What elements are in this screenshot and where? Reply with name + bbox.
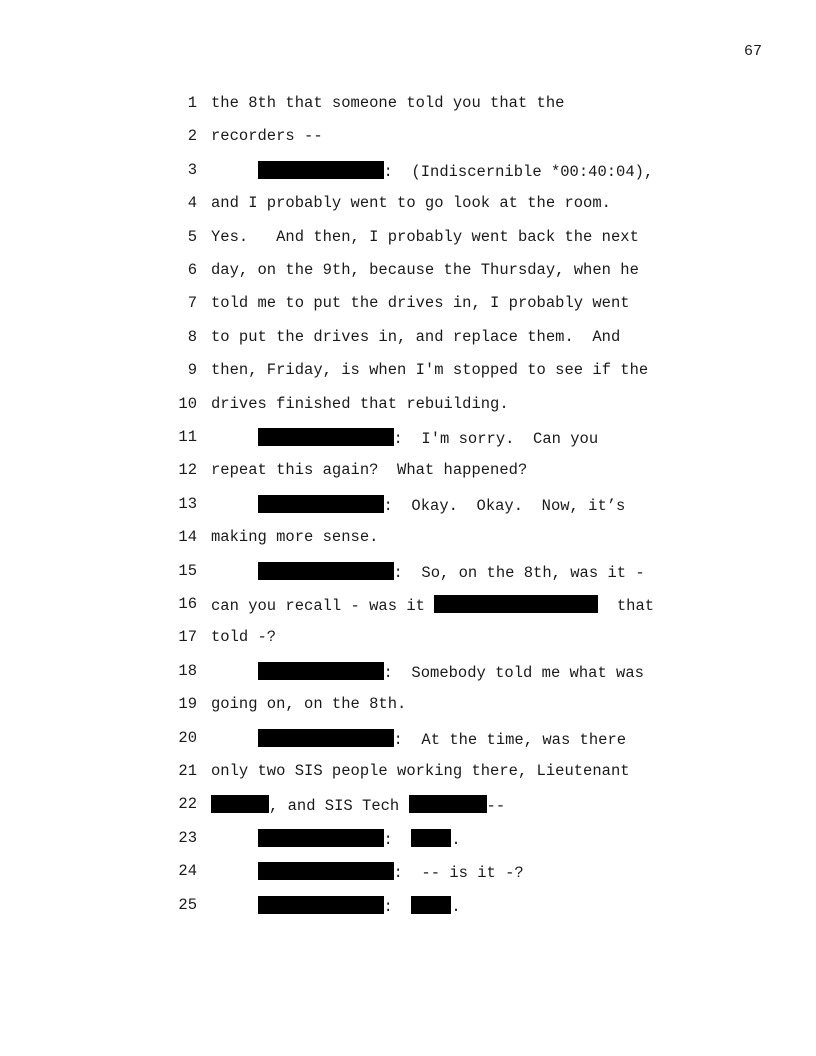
line-number: 19 <box>178 695 197 714</box>
line-number: 22 <box>178 795 197 814</box>
transcript-line <box>0 361 816 383</box>
redaction-box <box>258 495 384 513</box>
line-text-segment: day, on the 9th, because the Thursday, when he <box>211 261 639 279</box>
line-number: 2 <box>187 127 197 146</box>
transcript-line <box>0 628 816 650</box>
line-text <box>211 294 630 312</box>
line-text-segment <box>211 497 258 515</box>
line-text-segment <box>211 430 258 448</box>
line-text <box>211 428 598 448</box>
transcript-line <box>0 528 816 550</box>
line-text-segment: only two SIS people working there, Lieutenant <box>211 762 630 780</box>
transcript-line <box>0 461 816 483</box>
line-text <box>211 762 630 780</box>
line-text-segment: : At the time, was there <box>393 730 627 749</box>
line-text <box>211 228 639 246</box>
line-text-segment: -- <box>486 797 506 816</box>
line-number: 25 <box>178 895 197 914</box>
redaction-box <box>211 795 269 813</box>
line-text <box>211 495 625 515</box>
transcript-line <box>0 94 816 116</box>
transcript-line <box>0 562 816 584</box>
line-text <box>211 829 461 849</box>
line-number: 3 <box>187 160 197 179</box>
line-number: 4 <box>187 194 197 213</box>
line-text-segment: : <box>383 897 412 916</box>
line-text <box>211 194 611 212</box>
line-text <box>211 461 527 479</box>
line-text <box>211 662 644 682</box>
line-text-segment: : <box>383 830 412 849</box>
redaction-box <box>258 862 394 880</box>
redaction-box <box>434 595 598 613</box>
redaction-box <box>258 161 384 179</box>
transcript-line <box>0 194 816 216</box>
line-number: 18 <box>178 661 197 680</box>
transcript-line <box>0 495 816 517</box>
line-number: 6 <box>187 261 197 279</box>
line-text <box>211 595 654 615</box>
line-text <box>211 395 509 413</box>
line-text <box>211 161 653 181</box>
line-number: 10 <box>178 394 197 413</box>
redaction-box <box>258 896 384 914</box>
transcript-line <box>0 762 816 784</box>
line-number: 12 <box>178 461 197 480</box>
redaction-box <box>258 662 384 680</box>
line-text <box>211 528 378 546</box>
line-text-segment: going on, on the 8th. <box>211 695 407 714</box>
redaction-box <box>411 829 451 847</box>
line-text <box>211 729 626 749</box>
line-text-segment: then, Friday, is when I'm stopped to see if the <box>211 361 649 380</box>
redaction-box <box>258 729 394 747</box>
redaction-box <box>258 829 384 847</box>
line-number: 11 <box>178 428 197 446</box>
line-text <box>211 94 564 112</box>
line-text-segment: : -- is it -? <box>393 864 524 883</box>
line-text <box>211 628 276 646</box>
line-text-segment <box>211 163 258 181</box>
line-text-segment: can you recall - was it <box>211 597 435 615</box>
line-text-segment: . <box>451 897 461 916</box>
line-text <box>211 695 406 713</box>
line-text-segment: repeat this again? What happened? <box>211 461 528 480</box>
line-text-segment: Yes. And then, I probably went back the next <box>211 227 639 246</box>
transcript-line <box>0 829 816 851</box>
transcript-line <box>0 428 816 450</box>
line-text-segment: making more sense. <box>211 528 379 547</box>
line-text-segment: to put the drives in, and replace them. And <box>211 327 621 346</box>
line-text-segment: , and SIS Tech <box>269 797 409 816</box>
line-number: 7 <box>187 294 197 313</box>
line-text <box>211 562 645 582</box>
line-text-segment: and I probably went to go look at the room. <box>211 194 611 213</box>
redaction-box <box>258 562 394 580</box>
line-number: 13 <box>178 494 197 513</box>
line-text-segment: : I'm sorry. Can you <box>393 430 599 448</box>
line-text <box>211 361 648 379</box>
transcript-line <box>0 228 816 250</box>
line-text-segment: the 8th that someone told you that the <box>211 94 565 112</box>
line-number: 17 <box>178 628 197 647</box>
line-text-segment: told me to put the drives in, I probably went <box>211 294 630 313</box>
line-number: 15 <box>178 561 197 580</box>
line-text <box>211 127 323 145</box>
line-number: 23 <box>178 828 197 847</box>
line-number: 8 <box>187 327 197 346</box>
transcript-line <box>0 662 816 684</box>
transcript-line <box>0 261 816 283</box>
line-number: 9 <box>187 361 197 380</box>
line-text-segment: recorders -- <box>211 127 323 146</box>
line-number: 14 <box>178 528 197 547</box>
line-number: 16 <box>178 595 197 613</box>
transcript-line <box>0 695 816 717</box>
transcript-line <box>0 328 816 350</box>
redaction-box <box>409 795 487 813</box>
line-number: 1 <box>187 94 197 112</box>
transcript-line <box>0 729 816 751</box>
transcript-line <box>0 896 816 918</box>
line-text <box>211 896 461 916</box>
line-text <box>211 328 620 346</box>
transcript-line <box>0 294 816 316</box>
line-text-segment: : Somebody told me what was <box>383 663 644 682</box>
transcript-line <box>0 862 816 884</box>
line-number: 5 <box>187 227 197 246</box>
line-number: 24 <box>178 862 197 881</box>
transcript-line <box>0 395 816 417</box>
transcript-line <box>0 595 816 617</box>
transcript-line <box>0 795 816 817</box>
line-text-segment <box>211 564 258 582</box>
transcript-line <box>0 161 816 183</box>
line-text-segment: . <box>451 830 461 849</box>
line-text-segment <box>211 831 258 849</box>
line-text-segment: : So, on the 8th, was it - <box>393 563 645 582</box>
line-text-segment: drives finished that rebuilding. <box>211 394 509 413</box>
line-text <box>211 795 505 815</box>
transcript-line <box>0 127 816 149</box>
line-text <box>211 862 524 882</box>
redaction-box <box>411 896 451 914</box>
line-text-segment: : Okay. Okay. Now, it’s <box>383 496 626 515</box>
line-text-segment: told -? <box>211 628 277 647</box>
line-text <box>211 261 639 279</box>
line-text-segment: that <box>598 597 655 615</box>
line-text-segment <box>211 731 258 749</box>
line-text-segment <box>211 864 258 882</box>
line-text-segment <box>211 664 258 682</box>
page-number: 67 <box>743 43 762 60</box>
line-text-segment <box>211 898 258 916</box>
line-text-segment: : (Indiscernible *00:40:04), <box>383 162 654 181</box>
redaction-box <box>258 428 394 446</box>
line-number: 20 <box>178 728 197 747</box>
line-number: 21 <box>178 762 197 780</box>
